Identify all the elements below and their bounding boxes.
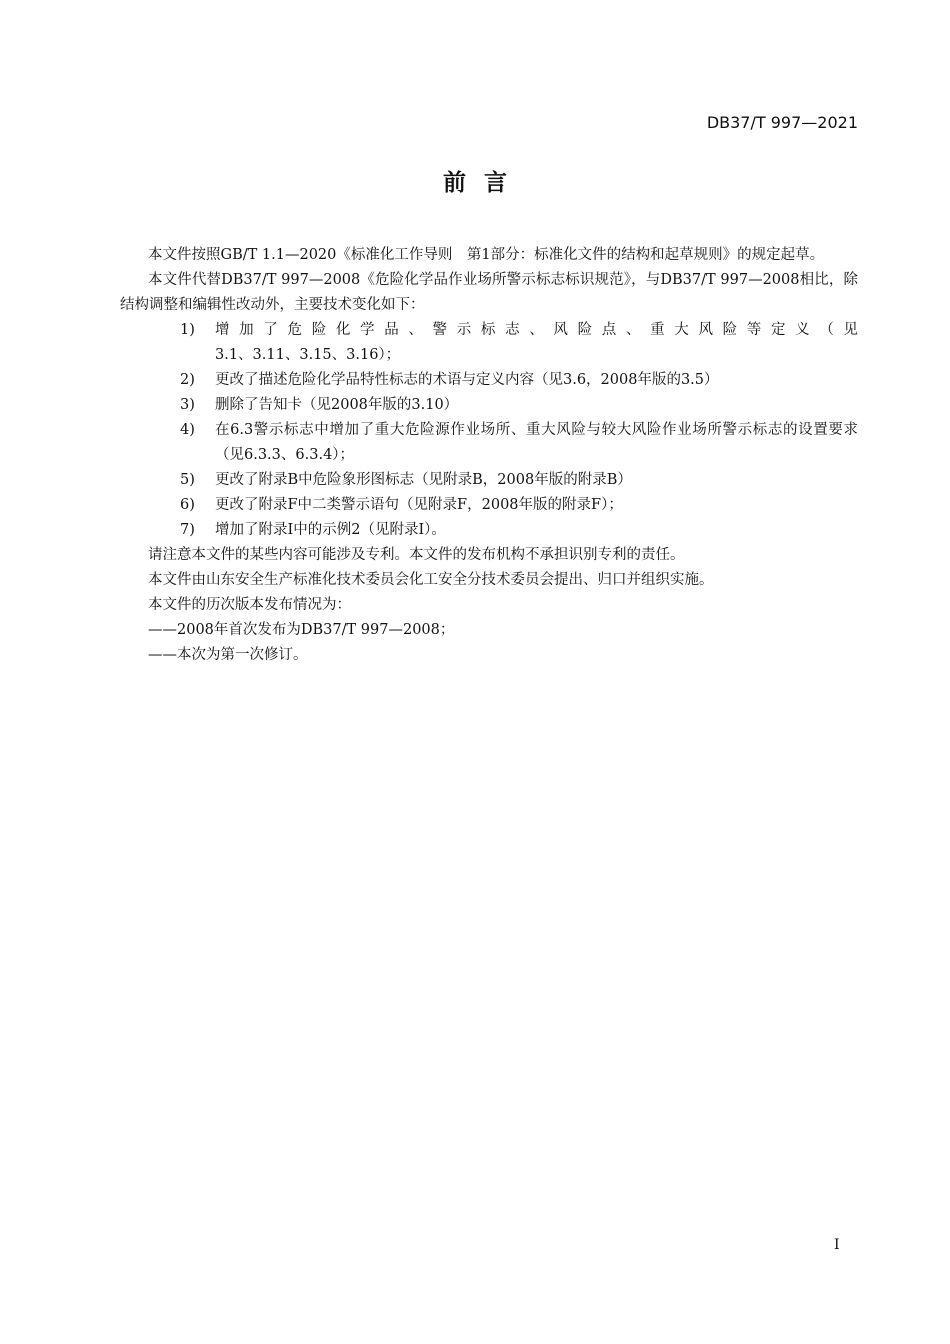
page-number: I <box>834 1237 840 1253</box>
list-number: 4) <box>180 422 195 438</box>
list-text: 3.1、3.11、3.15、3.16）； <box>215 347 401 363</box>
history-intro: 本文件的历次版本发布情况为： <box>148 597 351 613</box>
list-item <box>120 318 858 368</box>
list-text: 增加了危险化学品、警示标志、风险点、重大风险等定义（见 <box>215 322 858 338</box>
list-number: 5) <box>180 472 195 488</box>
list-number: 2) <box>180 372 195 388</box>
patent-notice: 请注意本文件的某些内容可能涉及专利。本文件的发布机构不承担识别专利的责任。 <box>148 547 685 563</box>
paragraph-replaces: 本文件代替DB37/T 997—2008《危险化学品作业场所警示标志标识规范》，与DB37/T 997—2008相比，除结构调整和编辑性改动外，主要技术变化如下： <box>120 272 858 313</box>
document-code: DB37/T 997—2021 <box>706 113 858 132</box>
list-number: 3) <box>180 397 195 413</box>
foreword-body <box>120 243 858 668</box>
list-item <box>120 518 858 543</box>
history-item: ——2008年首次发布为DB37/T 997—2008； <box>148 622 455 638</box>
list-text: 删除了告知卡（见2008年版的3.10） <box>215 397 459 413</box>
list-number: 6) <box>180 497 195 513</box>
list-item <box>120 393 858 418</box>
list-text: 增加了附录I中的示例2（见附录I）。 <box>215 522 446 538</box>
list-number: 7) <box>180 522 195 538</box>
list-item <box>120 418 858 468</box>
list-number: 1) <box>180 322 195 338</box>
list-text: 在6.3警示标志中增加了重大危险源作业场所、重大风险与较大风险作业场所警示标志的设置要求（见6.3.3、6.3.4）； <box>215 422 858 463</box>
list-item <box>120 368 858 393</box>
list-item <box>120 468 858 493</box>
list-text: 更改了附录F中二类警示语句（见附录F，2008年版的附录F）； <box>215 497 623 513</box>
proposer-statement: 本文件由山东安全生产标准化技术委员会化工安全分技术委员会提出、归口并组织实施。 <box>148 572 714 588</box>
page-title: 前言 <box>443 170 525 196</box>
list-item <box>120 493 858 518</box>
paragraph-basis: 本文件按照GB/T 1.1—2020《标准化工作导则 第1部分：标准化文件的结构和起草规则》的规定起草。 <box>148 247 825 263</box>
list-text: 更改了附录B中危险象形图标志（见附录B，2008年版的附录B） <box>215 472 632 488</box>
history-item: ——本次为第一次修订。 <box>148 647 308 663</box>
list-text: 更改了描述危险化学品特性标志的术语与定义内容（见3.6，2008年版的3.5） <box>215 372 719 388</box>
